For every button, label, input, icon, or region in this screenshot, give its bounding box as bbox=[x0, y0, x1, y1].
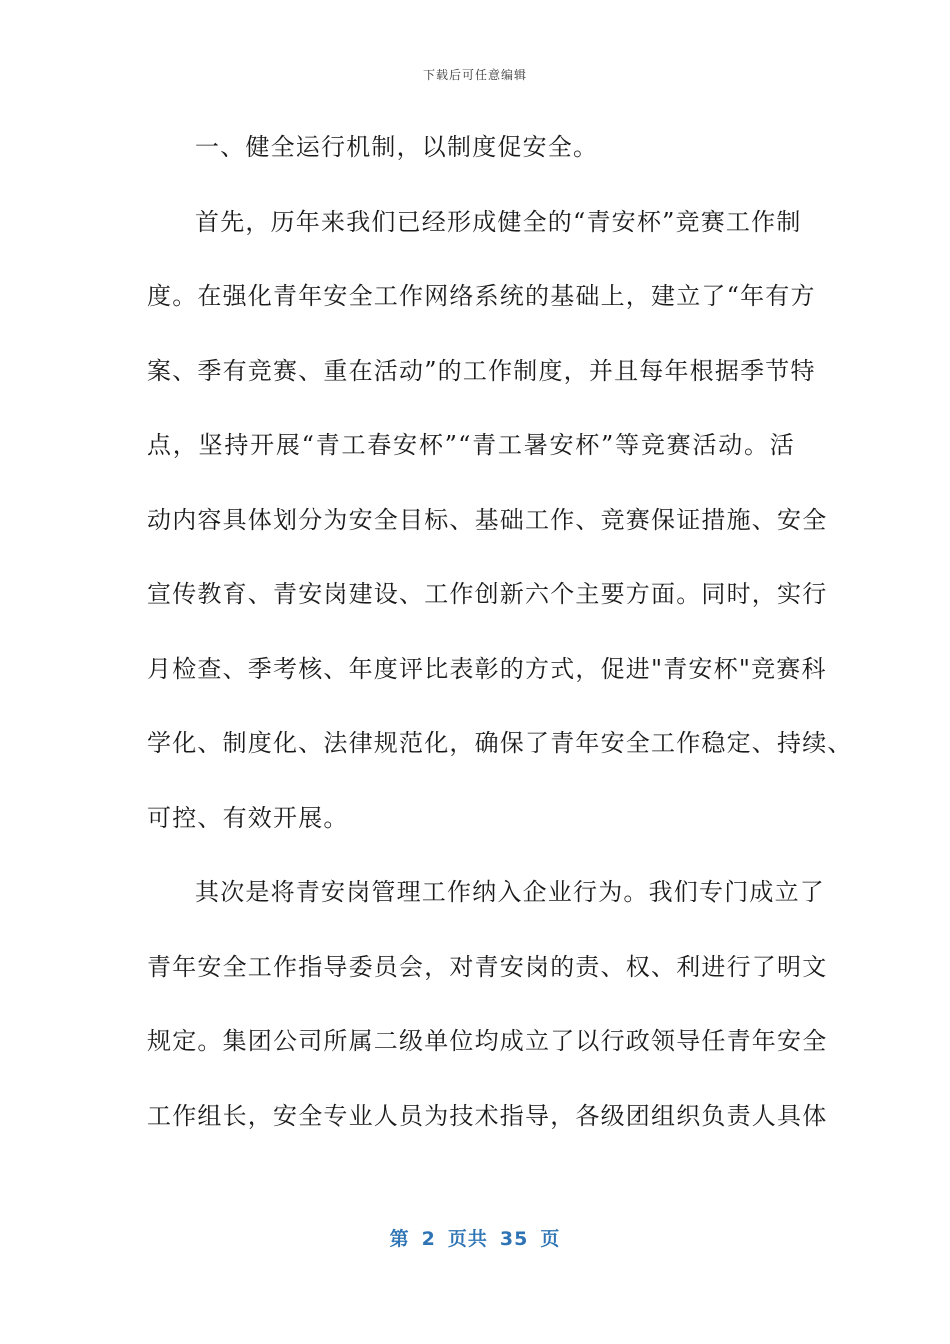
footer-prefix: 第 bbox=[389, 1228, 410, 1250]
paragraph-2-line-7: 月检查、季考核、年度评比表彰的方式，促进"青安杯"竞赛科 bbox=[147, 654, 827, 683]
footer-total-pages: 35 bbox=[499, 1228, 529, 1250]
paragraph-2-line-2: 度。在强化青年安全工作网络系统的基础上，建立了“年有方 bbox=[147, 282, 816, 310]
paragraph-2-line-6: 宣传教育、青安岗建设、工作创新六个主要方面。同时，实行 bbox=[147, 580, 828, 608]
paragraph-3-line-3: 规定。集团公司所属二级单位均成立了以行政领导任青年安全 bbox=[147, 1027, 828, 1055]
paragraph-2-line-4: 点，坚持开展“青工春安杯”“青工暑安杯”等竞赛活动。活 bbox=[147, 431, 795, 459]
paragraph-2-line-3: 案、季有竞赛、重在活动”的工作制度，并且每年根据季节特 bbox=[147, 356, 816, 385]
paragraph-2-line-5: 动内容具体划分为安全目标、基础工作、竞赛保证措施、安全 bbox=[147, 505, 828, 534]
header-note: 下载后可任意编辑 bbox=[422, 68, 527, 82]
footer-suffix: 页 bbox=[540, 1228, 561, 1250]
paragraph-3-line-1: 其次是将青安岗管理工作纳入企业行为。我们专门成立了 bbox=[195, 878, 825, 906]
paragraph-1-line-1: 一、健全运行机制，以制度促安全。 bbox=[195, 133, 599, 161]
paragraph-2-line-9: 可控、有效开展。 bbox=[147, 803, 349, 832]
paragraph-3-line-4: 工作组长，安全专业人员为技术指导，各级团组织负责人具体 bbox=[147, 1101, 828, 1130]
paragraph-2-line-1: 首先，历年来我们已经形成健全的“青安杯”竞赛工作制 bbox=[195, 207, 802, 236]
paragraph-3-line-2: 青年安全工作指导委员会，对青安岗的责、权、利进行了明文 bbox=[147, 952, 828, 981]
footer-page-number: 2 bbox=[421, 1228, 436, 1250]
page-number-footer bbox=[0, 1224, 950, 1251]
body-text bbox=[147, 122, 853, 1165]
paragraph-2-line-8: 学化、制度化、法律规范化，确保了青年安全工作稳定、持续、 bbox=[147, 729, 853, 757]
footer-middle: 页共 bbox=[447, 1228, 488, 1250]
